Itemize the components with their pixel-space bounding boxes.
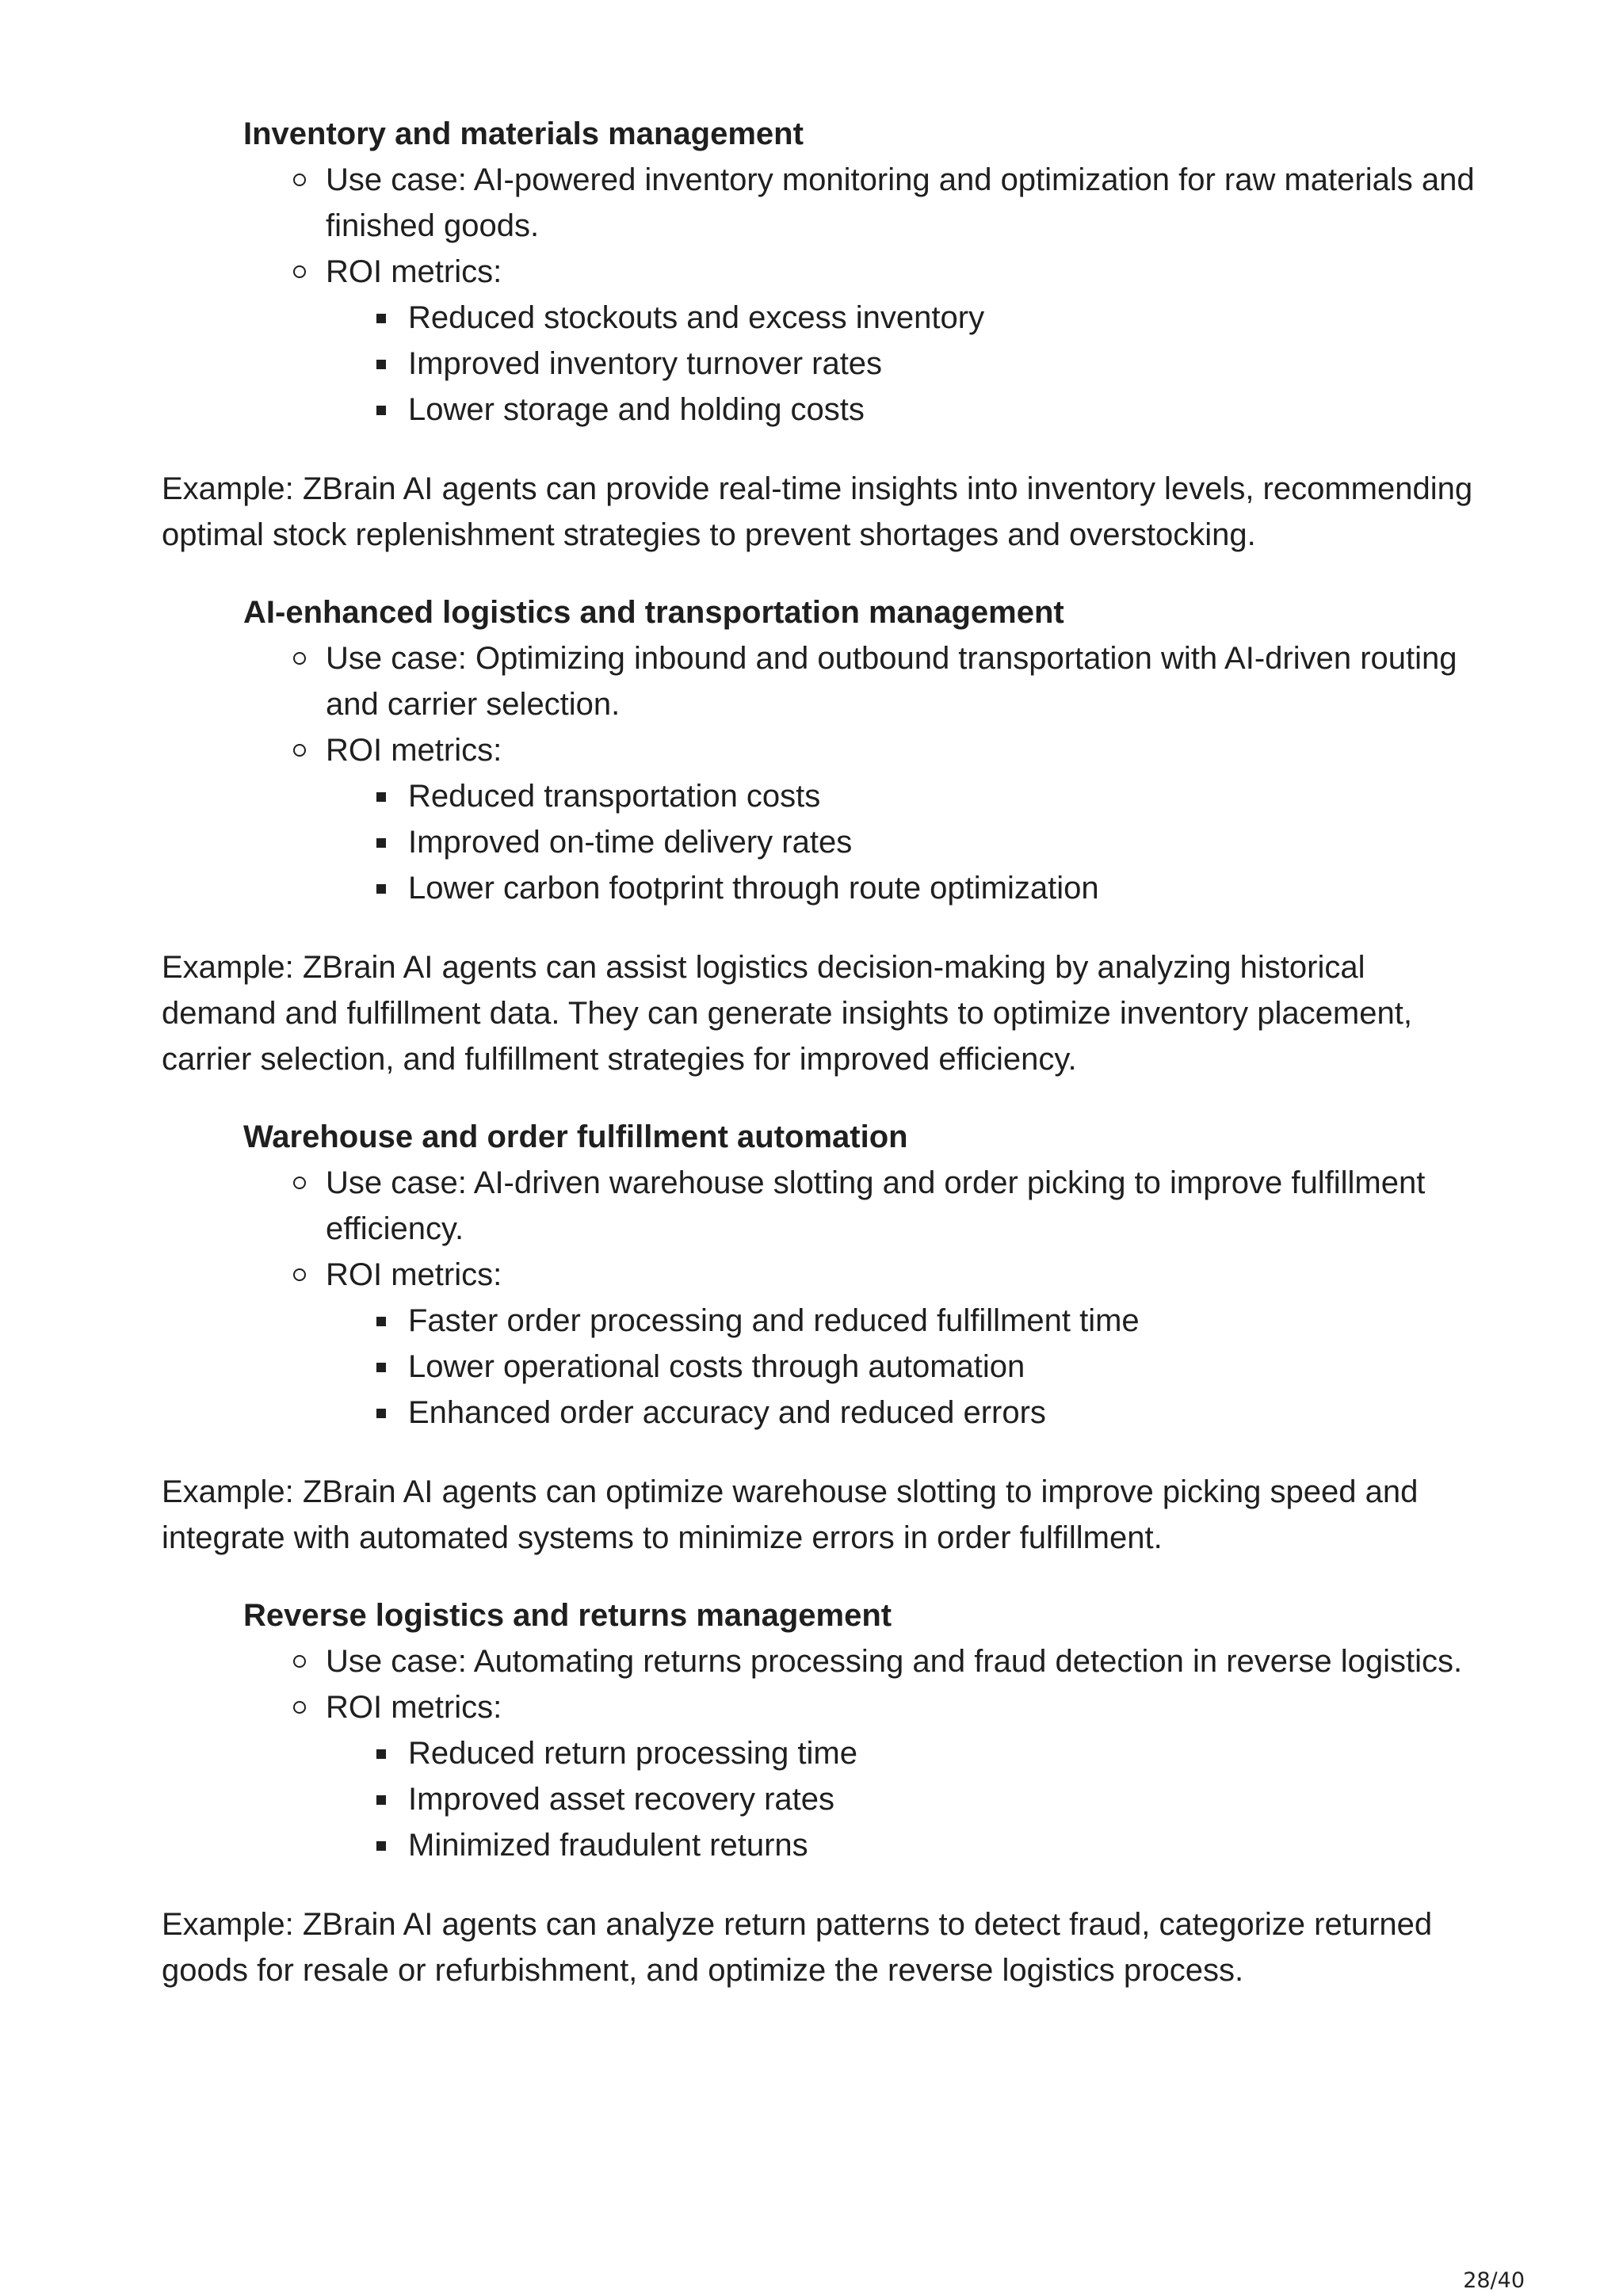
- use-case-list: [243, 1160, 1477, 1436]
- circle-bullet-icon: [293, 1177, 306, 1189]
- page-content: [162, 111, 1477, 2025]
- roi-metrics-item: [243, 249, 1477, 433]
- metric-item: [326, 1776, 1477, 1822]
- roi-metrics-item: [243, 727, 1477, 911]
- metric-text: Lower carbon footprint through route optimization: [408, 871, 1099, 906]
- metric-text: Enhanced order accuracy and reduced errors: [408, 1395, 1046, 1430]
- metric-text: Improved inventory turnover rates: [408, 346, 883, 381]
- metric-text: Lower storage and holding costs: [408, 392, 865, 427]
- use-case-item: [243, 157, 1477, 249]
- metric-item: [326, 1344, 1477, 1390]
- roi-metrics-list: [326, 773, 1477, 911]
- metric-text: Minimized fraudulent returns: [408, 1828, 808, 1863]
- section-heading: Inventory and materials management: [243, 116, 804, 151]
- square-bullet-icon: [376, 1749, 386, 1759]
- section-reverse-logistics: [162, 1592, 1477, 1993]
- metric-item: [326, 819, 1477, 865]
- use-case-text: Use case: AI-powered inventory monitoring and optimization for raw materials and finished goods.: [326, 162, 1475, 243]
- use-case-list: [243, 1638, 1477, 1868]
- metric-item: [326, 387, 1477, 433]
- use-case-list: [243, 157, 1477, 433]
- roi-metrics-label: ROI metrics:: [326, 1257, 502, 1292]
- metric-text: Improved on-time delivery rates: [408, 825, 853, 860]
- roi-metrics-item: [243, 1684, 1477, 1868]
- example-paragraph: Example: ZBrain AI agents can optimize warehouse slotting to improve picking speed and integrate with automated systems to minimize errors in order fulfillment.: [162, 1474, 1419, 1555]
- square-bullet-icon: [376, 360, 386, 369]
- square-bullet-icon: [376, 792, 386, 802]
- circle-bullet-icon: [293, 1655, 306, 1668]
- roi-metrics-label: ROI metrics:: [326, 733, 502, 768]
- metric-text: Reduced stockouts and excess inventory: [408, 300, 985, 335]
- example-paragraph: Example: ZBrain AI agents can assist logistics decision-making by analyzing historical demand and fulfillment data. They can generate insights to optimize inventory placement, carrier selection, and fulfillment strategies for improved efficiency.: [162, 950, 1412, 1077]
- metric-item: [326, 1822, 1477, 1868]
- metric-item: [326, 1730, 1477, 1776]
- metric-item: [326, 1390, 1477, 1436]
- square-bullet-icon: [376, 838, 386, 848]
- circle-bullet-icon: [293, 744, 306, 757]
- circle-bullet-icon: [293, 1701, 306, 1714]
- use-case-item: [243, 1160, 1477, 1252]
- page-number: 28/40: [1463, 2268, 1525, 2293]
- section-inventory: [162, 111, 1477, 558]
- use-case-item: [243, 635, 1477, 727]
- metric-text: Faster order processing and reduced fulfillment time: [408, 1303, 1140, 1338]
- circle-bullet-icon: [293, 265, 306, 278]
- section-heading: AI-enhanced logistics and transportation management: [243, 595, 1064, 630]
- square-bullet-icon: [376, 1363, 386, 1372]
- circle-bullet-icon: [293, 1268, 306, 1281]
- example-paragraph: Example: ZBrain AI agents can analyze return patterns to detect fraud, categorize returned goods for resale or refurbishment, and optimize the reverse logistics process.: [162, 1907, 1433, 1988]
- roi-metrics-list: [326, 295, 1477, 433]
- use-case-list: [243, 635, 1477, 911]
- metric-item: [326, 773, 1477, 819]
- section-warehouse: [162, 1114, 1477, 1561]
- metric-text: Reduced transportation costs: [408, 779, 821, 814]
- metric-item: [326, 295, 1477, 341]
- metric-item: [326, 1298, 1477, 1344]
- square-bullet-icon: [376, 314, 386, 323]
- square-bullet-icon: [376, 406, 386, 415]
- roi-metrics-list: [326, 1730, 1477, 1868]
- use-case-text: Use case: Optimizing inbound and outbound transportation with AI-driven routing and carrier selection.: [326, 641, 1457, 722]
- section-heading: Reverse logistics and returns management: [243, 1598, 892, 1633]
- use-case-text: Use case: Automating returns processing and fraud detection in reverse logistics.: [326, 1644, 1463, 1679]
- square-bullet-icon: [376, 1409, 386, 1418]
- square-bullet-icon: [376, 1841, 386, 1851]
- square-bullet-icon: [376, 1795, 386, 1805]
- circle-bullet-icon: [293, 652, 306, 665]
- section-heading: Warehouse and order fulfillment automation: [243, 1119, 908, 1154]
- use-case-text: Use case: AI-driven warehouse slotting and order picking to improve fulfillment efficiency.: [326, 1165, 1426, 1246]
- metric-text: Reduced return processing time: [408, 1736, 857, 1771]
- section-logistics: [162, 589, 1477, 1082]
- use-case-item: [243, 1638, 1477, 1684]
- square-bullet-icon: [376, 1317, 386, 1326]
- circle-bullet-icon: [293, 174, 306, 186]
- metric-text: Lower operational costs through automation: [408, 1349, 1025, 1384]
- metric-item: [326, 341, 1477, 387]
- roi-metrics-item: [243, 1252, 1477, 1436]
- example-paragraph: Example: ZBrain AI agents can provide real-time insights into inventory levels, recommending optimal stock replenishment strategies to prevent shortages and overstocking.: [162, 471, 1473, 552]
- roi-metrics-label: ROI metrics:: [326, 1690, 502, 1725]
- metric-text: Improved asset recovery rates: [408, 1782, 834, 1817]
- square-bullet-icon: [376, 884, 386, 894]
- roi-metrics-list: [326, 1298, 1477, 1436]
- metric-item: [326, 865, 1477, 911]
- roi-metrics-label: ROI metrics:: [326, 254, 502, 289]
